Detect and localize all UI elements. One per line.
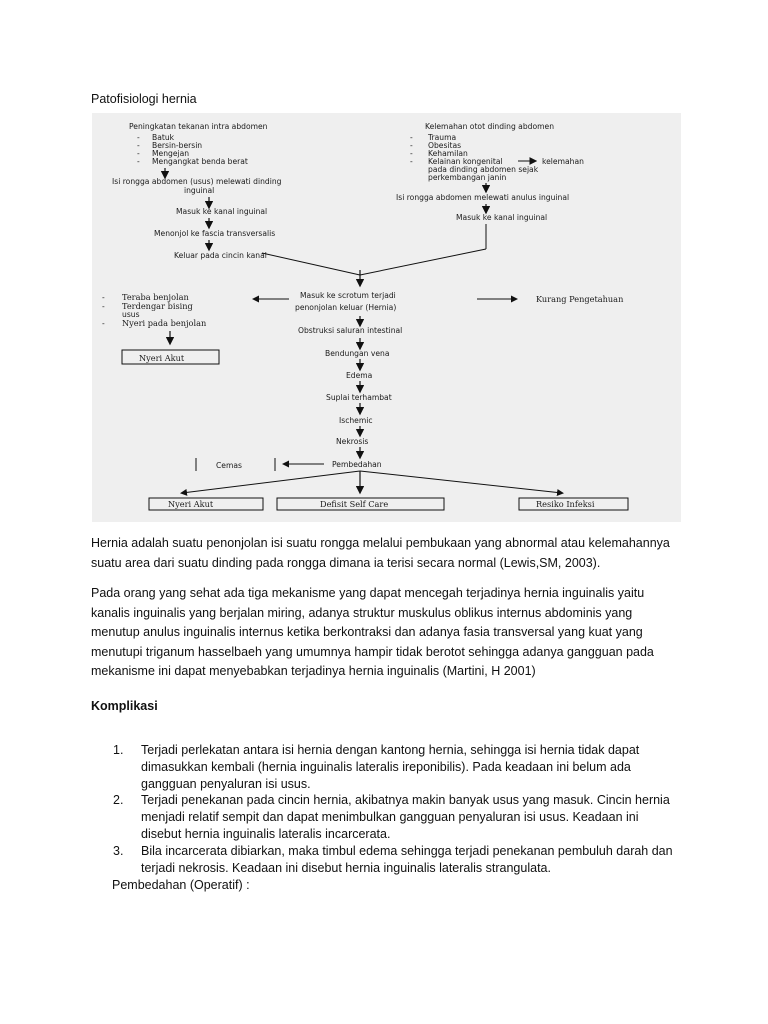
paragraph-mechanism bbox=[91, 584, 691, 682]
bullet-dash: - bbox=[137, 149, 140, 158]
center-chain-step: Bendungan vena bbox=[325, 349, 390, 358]
left-chain-step: Keluar pada cincin kanal bbox=[174, 251, 267, 260]
right-cause-kelemahan: kelemahan bbox=[542, 157, 584, 166]
list-line: Terjadi perlekatan antara isi hernia dengan kantong hernia, sehingga isi hernia tidak dapat bbox=[141, 743, 640, 757]
list-item bbox=[91, 742, 691, 792]
bullet-dash: - bbox=[410, 149, 413, 158]
list-line: menjadi relatif sempit dan dapat menimbulkan gangguan penyaluran isi usus. Keadaan ini bbox=[141, 810, 639, 825]
list-line: Bila incarcerata dibiarkan, maka timbul edema sehingga terjadi penekanan pembuluh darah dan bbox=[141, 843, 673, 858]
right-chain-step: Masuk ke kanal inguinal bbox=[456, 213, 548, 222]
center-chain-step: Edema bbox=[346, 371, 373, 380]
paragraph-line: Hernia adalah suatu penonjolan isi suatu rongga melalui pembukaan yang abnormal atau kelemahannya bbox=[91, 536, 670, 550]
symptom-item: usus bbox=[122, 310, 140, 319]
diagram-canvas bbox=[92, 113, 681, 522]
right-cause-item: perkembangan janin bbox=[428, 173, 507, 182]
paragraph-line: suatu area dari suatu dinding pada rongga dimana ia terisi secara normal (Lewis,SM, 2003). bbox=[91, 555, 601, 570]
right-causes-title: Kelemahan otot dinding abdomen bbox=[425, 122, 555, 131]
list-number: 2. bbox=[113, 793, 124, 808]
scrotum-node: penonjolan keluar (Hernia) bbox=[295, 303, 397, 312]
left-cause-item: Batuk bbox=[152, 133, 175, 142]
bullet-dash: - bbox=[410, 157, 413, 166]
bullet-dash: - bbox=[137, 141, 140, 150]
center-chain-step: Suplai terhambat bbox=[326, 393, 392, 402]
right-cause-item: pada dinding abdomen sejak bbox=[428, 165, 539, 174]
left-chain-step: Isi rongga abdomen (usus) melewati dinding bbox=[112, 177, 282, 186]
list-line: terjadi nekrosis. Keadaan ini disebut hernia inguinalis lateralis strangulata. bbox=[141, 860, 551, 875]
right-chain-step: Isi rongga abdomen melewati anulus inguinal bbox=[396, 193, 570, 202]
list-number: 1. bbox=[113, 743, 124, 757]
diagram-arrow bbox=[360, 471, 562, 493]
paragraph-line: menutupi triganum hasselbaeh yang umumnya hampir tidak berotot sehingga adanya gangguan pada bbox=[91, 644, 654, 659]
bullet-dash: - bbox=[102, 293, 105, 302]
center-chain-step: Obstruksi saluran intestinal bbox=[298, 326, 403, 335]
center-chain-step: Ischemic bbox=[339, 416, 373, 425]
symptom-item: Terdengar bising bbox=[122, 301, 193, 311]
outcome-label: Nyeri Akut bbox=[168, 499, 214, 509]
left-causes-title: Peningkatan tekanan intra abdomen bbox=[129, 122, 268, 131]
pembedahan-node: Pembedahan bbox=[332, 460, 382, 469]
list-item bbox=[91, 843, 691, 877]
right-cause-item: Obesitas bbox=[428, 141, 462, 150]
left-cause-item: Mengejan bbox=[152, 149, 190, 158]
page-title: Patofisiologi hernia bbox=[91, 92, 197, 106]
left-chain-step: Menonjol ke fascia transversalis bbox=[154, 229, 276, 238]
left-cause-item: Bersin-bersin bbox=[152, 141, 203, 150]
bullet-dash: - bbox=[102, 319, 105, 328]
pathophysiology-diagram bbox=[92, 113, 681, 522]
right-cause-item: Kelainan kongenital bbox=[428, 157, 503, 166]
list-line: disebut hernia inguinalis lateralis incarcerata. bbox=[141, 826, 391, 841]
pembedahan-label: Pembedahan (Operatif) : bbox=[112, 878, 250, 892]
list-number: 3. bbox=[113, 843, 124, 858]
paragraph-line: menutup anulus inguinalis internus ketika berkontraksi dan adanya fasia transversal yang kuat yang bbox=[91, 625, 643, 640]
left-chain-step: inguinal bbox=[184, 186, 215, 195]
list-text bbox=[135, 792, 691, 842]
scrotum-node: Masuk ke scrotum terjadi bbox=[300, 291, 396, 300]
symptom-item: Nyeri pada benjolan bbox=[122, 318, 207, 328]
diagram-arrow bbox=[182, 471, 360, 493]
right-cause-item: Kehamilan bbox=[428, 149, 468, 158]
outcome-label: Defisit Self Care bbox=[320, 499, 389, 509]
diagram-line bbox=[360, 249, 486, 275]
cemas-label: Cemas bbox=[216, 461, 242, 470]
left-chain-step: Masuk ke kanal inguinal bbox=[176, 207, 268, 216]
symptom-item: Teraba benjolan bbox=[122, 292, 189, 302]
right-cause-item: Trauma bbox=[428, 133, 457, 142]
list-item bbox=[91, 792, 691, 842]
kurang-pengetahuan-label: Kurang Pengetahuan bbox=[536, 294, 624, 304]
left-cause-item: Mengangkat benda berat bbox=[152, 157, 248, 166]
bullet-dash: - bbox=[102, 302, 105, 311]
bullet-dash: - bbox=[137, 133, 140, 142]
list-line: gangguan penyaluran isi usus. bbox=[141, 776, 311, 791]
center-chain-step: Nekrosis bbox=[336, 437, 369, 446]
list-line: Terjadi penekanan pada cincin hernia, akibatnya makin banyak usus yang masuk. Cincin hernia bbox=[141, 793, 670, 808]
list-line: dimasukkan kembali (hernia inguinalis lateralis ireponibilis). Pada keadaan ini belum ada bbox=[141, 759, 631, 774]
paragraph-line: kanalis inguinalis yang berjalan miring, adanya struktur muskulus oblikus internus abdominis yang bbox=[91, 605, 633, 620]
paragraph-definition bbox=[91, 534, 691, 573]
bullet-dash: - bbox=[137, 157, 140, 166]
paragraph-line: mekanisme ini dapat menyebabkan terjadinya hernia inguinalis (Martini, H 2001) bbox=[91, 664, 536, 679]
komplikasi-heading: Komplikasi bbox=[91, 699, 158, 713]
list-text bbox=[135, 843, 691, 877]
bullet-dash: - bbox=[410, 141, 413, 150]
paragraph-line: Pada orang yang sehat ada tiga mekanisme yang dapat mencegah terjadinya hernia inguinalis yaitu bbox=[91, 586, 645, 600]
outcome-label: Resiko Infeksi bbox=[536, 499, 595, 509]
diagram-line bbox=[262, 253, 360, 275]
komplikasi-list bbox=[91, 742, 691, 876]
nyeri-akut-label: Nyeri Akut bbox=[139, 353, 185, 363]
bullet-dash: - bbox=[410, 133, 413, 142]
list-text bbox=[135, 742, 691, 792]
